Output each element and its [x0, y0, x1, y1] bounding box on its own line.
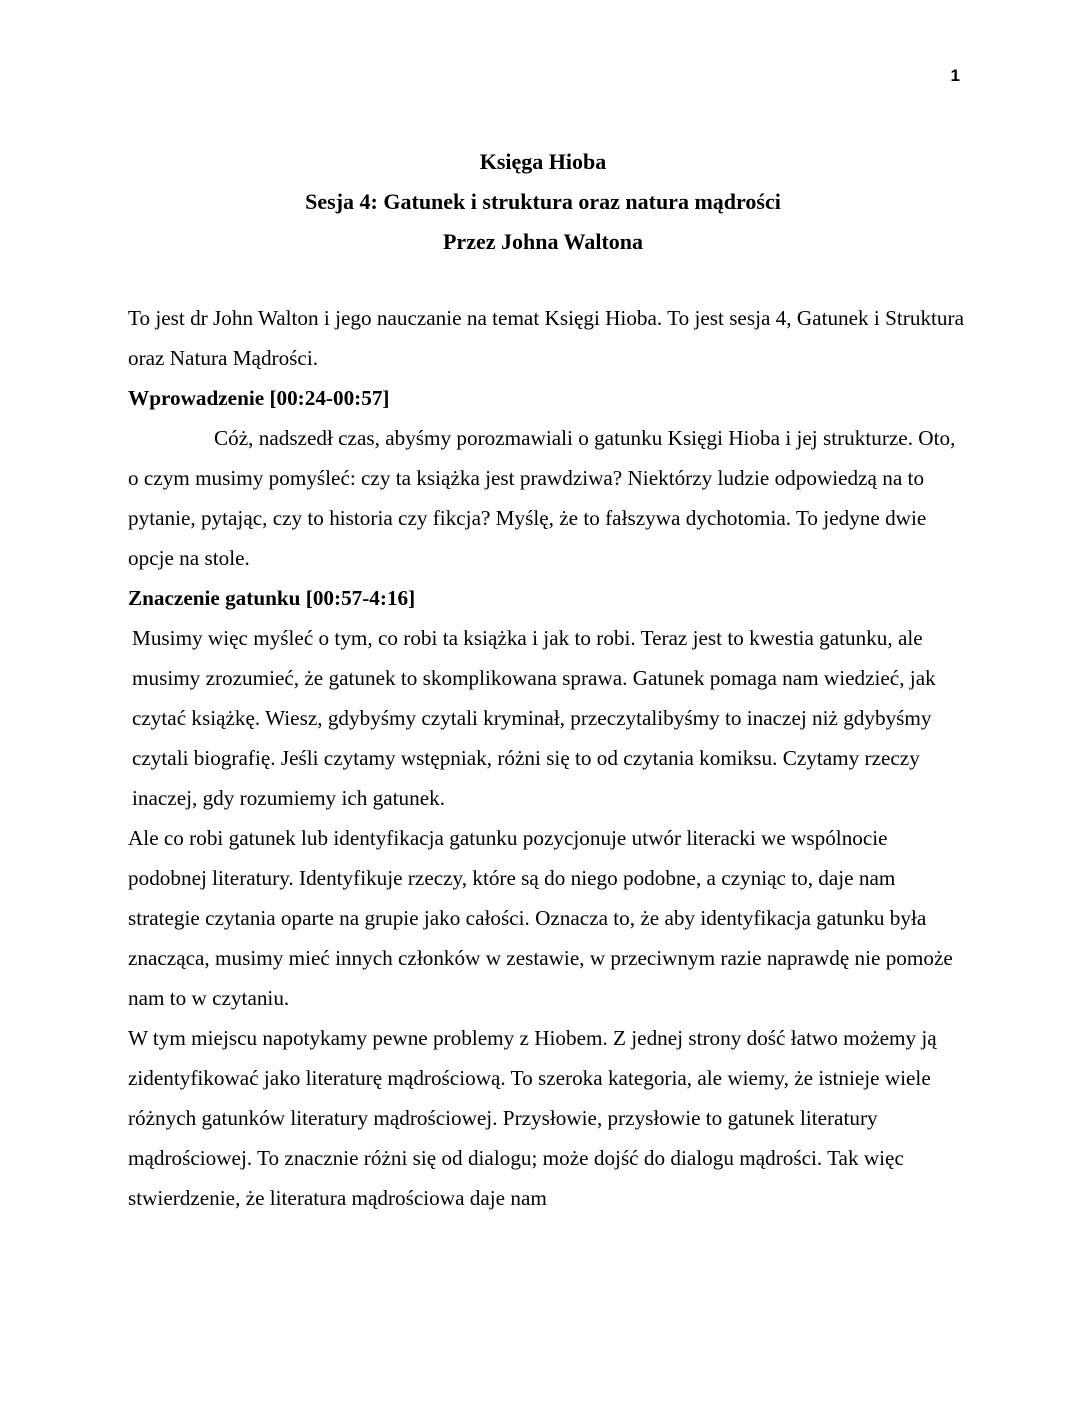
document-title: Księga Hioba — [479, 149, 607, 174]
intro-paragraph: To jest dr John Walton i jego nauczanie na temat Księgi Hioba. To jest sesja 4, Gatunek i Struktura oraz Natura Mądrości. — [128, 306, 964, 370]
paragraph: Musimy więc myśleć o tym, co robi ta książka i jak to robi. Teraz jest to kwestia gatunku, ale musimy zrozumieć, że gatunek to skomplikowana sprawa. Gatunek pomaga nam wiedzieć, jak czytać książkę. Wiesz, gdybyśmy czytali kryminał, przeczytalibyśmy to inaczej niż gdybyśmy czytali biografię. Jeśli czytamy wstępniak, różni się to od czytania komiksu. Czytamy rzeczy inaczej, gdy rozumiemy ich gatunek. — [132, 626, 936, 810]
paragraph: Ale co robi gatunek lub identyfikacja gatunku pozycjonuje utwór literacki we wspólnocie podobnej literatury. Identyfikuje rzeczy, które są do niego podobne, a czyniąc to, daje nam strategie czytania oparte na grupie jako całości. Oznacza to, że aby identyfikacja gatunku była znacząca, musimy mieć innych członków w zestawie, w przeciwnym razie naprawdę nie pomoże nam to w czytaniu. — [128, 826, 953, 1010]
document-author: Przez Johna Waltona — [442, 229, 644, 254]
document-subtitle: Sesja 4: Gatunek i struktura oraz natura mądrości — [305, 189, 781, 214]
section-heading-introduction: Wprowadzenie [00:24-00:57] — [128, 386, 390, 410]
paragraph: Cóż, nadszedł czas, abyśmy porozmawiali o gatunku Księgi Hioba i jej strukturze. Oto, o czym musimy pomyśleć: czy ta książka jest prawdziwa? Niektórzy ludzie odpowiedzą na to pytanie, pytając, czy to historia czy fikcja? Myślę, że to fałszywa dychotomia. To jedyne dwie opcje na stole. — [128, 426, 956, 570]
section-heading-genre-meaning: Znaczenie gatunku [00:57-4:16] — [128, 586, 416, 610]
paragraph: W tym miejscu napotykamy pewne problemy z Hiobem. Z jednej strony dość łatwo możemy ją zidentyfikować jako literaturę mądrościową. To szeroka kategoria, ale wiemy, że istnieje wiele różnych gatunków literatury mądrościowej. Przysłowie, przysłowie to gatunek literatury mądrościowej. To znacznie różni się od dialogu; może dojść do dialogu mądrości. Tak więc stwierdzenie, że literatura mądrościowa daje nam — [128, 1026, 937, 1210]
document-body — [128, 298, 968, 1218]
page-number: 1 — [950, 66, 960, 85]
document-header — [128, 142, 958, 262]
